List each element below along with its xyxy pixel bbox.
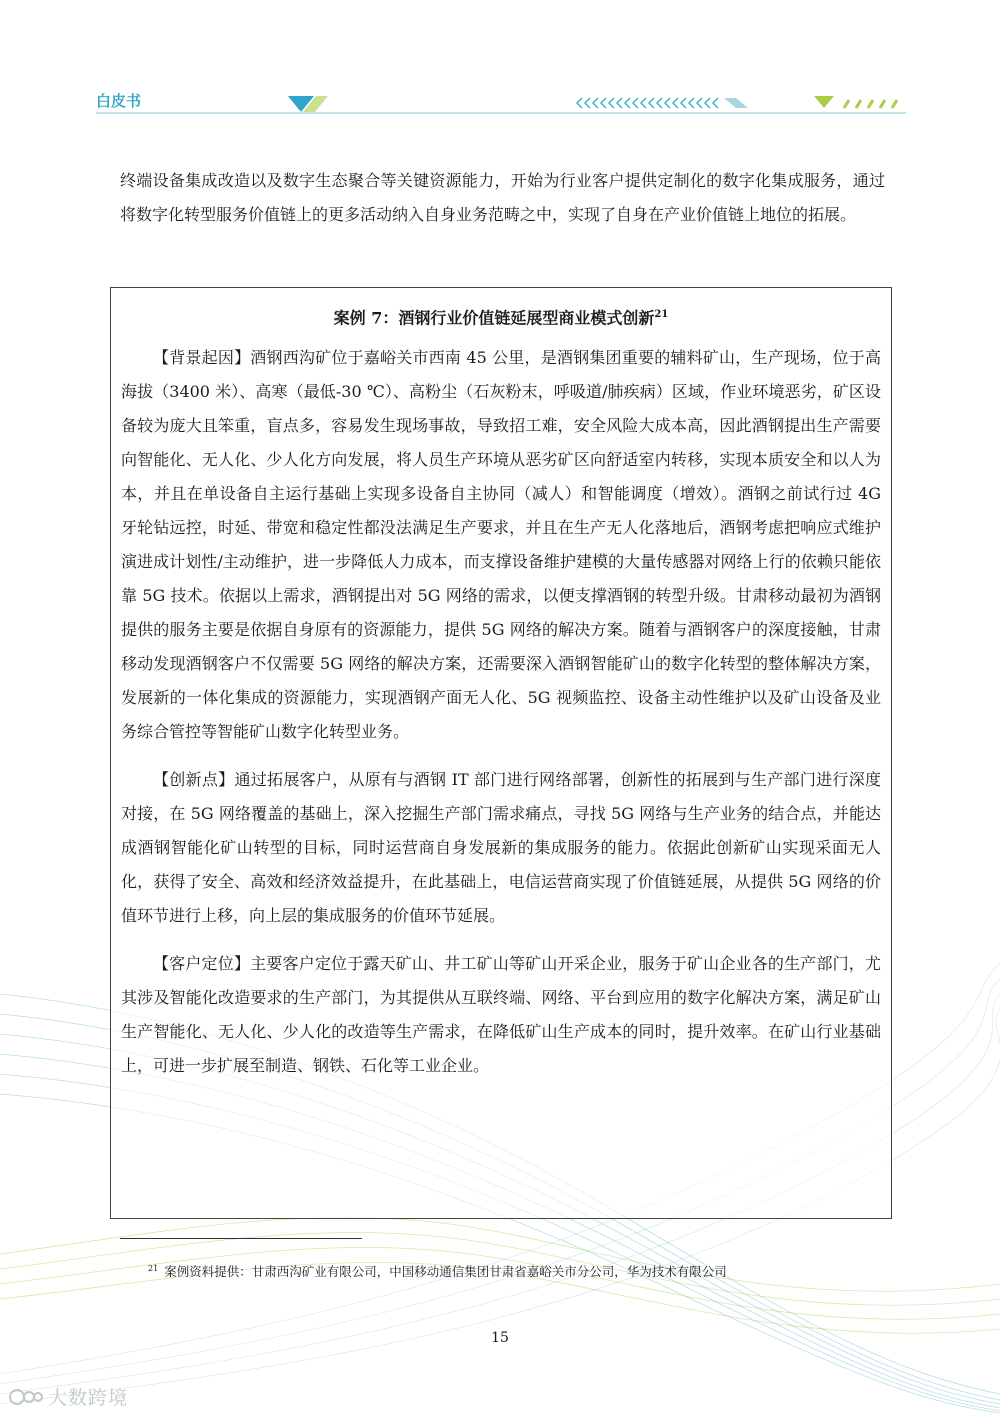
intro-paragraph: 终端设备集成改造以及数字生态聚合等关键资源能力，开始为行业客户提供定制化的数字化集成服务，通过将数字化转型服务价值链上的更多活动纳入自身业务范畴之中，实现了自身在产业价值链上地位的拓展。 (120, 171, 885, 224)
header-decoration (96, 92, 906, 114)
case-paragraph-innovation: 【创新点】通过拓展客户，从原有与酒钢 IT 部门进行网络部署，创新性的拓展到与生产部门进行深度对接，在 5G 网络覆盖的基础上，深入挖掘生产部门需求痛点，寻找 5G 网络与生产业务的结合点，并能达成酒钢智能化矿山转型的目标，同时运营商自身发展新的集成服务的能力。依据此创新矿山实现采面无人化，获得了安全、高效和经济效益提升，在此基础上，电信运营商实现了价值链延展，从提供 5G 网络的价值环节进行上移，向上层的集成服务的价值环节延展。 (121, 770, 881, 926)
case-title (121, 298, 881, 335)
footnote (148, 1262, 727, 1280)
case-paragraph-customer: 【客户定位】主要客户定位于露天矿山、井工矿山等矿山开采企业，服务于矿山企业各的生产部门，尤其涉及智能化改造要求的生产部门，为其提供从互联终端、网络、平台到应用的数字化解决方案，满足矿山生产智能化、无人化、少人化的改造等生产需求，在降低矿山生产成本的同时，提升效率。在矿山行业基础上，可进一步扩展至制造、钢铁、石化等工业企业。 (121, 954, 881, 1076)
header-label: 白皮书 (96, 92, 142, 110)
watermark-text: 大数跨境 (48, 1387, 129, 1409)
case-paragraph-background: 【背景起因】酒钢西沟矿位于嘉峪关市西南 45 公里，是酒钢集团重要的辅料矿山，生产现场，位于高海拔（3400 米）、高寒（最低-30 ℃）、高粉尘（石灰粉末，呼吸道/肺疾病）区域，作业环境恶劣，矿区设备较为庞大且笨重，盲点多，容易发生现场事故，导致招工难，安全风险大成本高，因此酒钢提出生产需要向智能化、无人化、少人化方向发展，将人员生产环境从恶劣矿区向舒适室内转移，实现本质安全和以人为本，并且在单设备自主运行基础上实现多设备自主协同（减人）和智能调度（增效）。酒钢之前试行过 4G 牙轮钻远控，时延、带宽和稳定性都没法满足生产要求，并且在生产无人化落地后，酒钢考虑把响应式维护演进成计划性/主动维护，进一步降低人力成本，而支撑设备维护建模的大量传感器对网络上行的依赖只能依靠 5G 技术。依据以上需求，酒钢提出对 5G 网络的需求，以便支撑酒钢的转型升级。甘肃移动最初为酒钢提供的服务主要是依据自身原有的资源能力，提供 5G 网络的解决方案。随着与酒钢客户的深度接触，甘肃移动发现酒钢客户不仅需要 5G 网络的解决方案，还需要深入酒钢智能矿山的数字化转型的整体解决方案，发展新的一体化集成的资源能力，实现酒钢产面无人化、5G 视频监控、设备主动性维护以及矿山设备及业务综合管控等智能矿山数字化转型业务。 (121, 348, 881, 742)
watermark-logo-icon (8, 1387, 44, 1407)
case-study-box (110, 287, 892, 1219)
footnote-text: 案例资料提供：甘肃西沟矿业有限公司，中国移动通信集团甘肃省嘉峪关市分公司，华为技术有限公司 (164, 1264, 727, 1279)
page-number: 15 (491, 1330, 509, 1346)
footnote-divider (120, 1238, 362, 1239)
case-title-footnote-ref[interactable]: 21 (654, 309, 669, 320)
case-title-text: 案例 7：酒钢行业价值链延展型商业模式创新 (333, 308, 655, 328)
footnote-number: 21 (148, 1264, 159, 1273)
watermark (8, 1383, 128, 1410)
intro-section (120, 164, 885, 232)
